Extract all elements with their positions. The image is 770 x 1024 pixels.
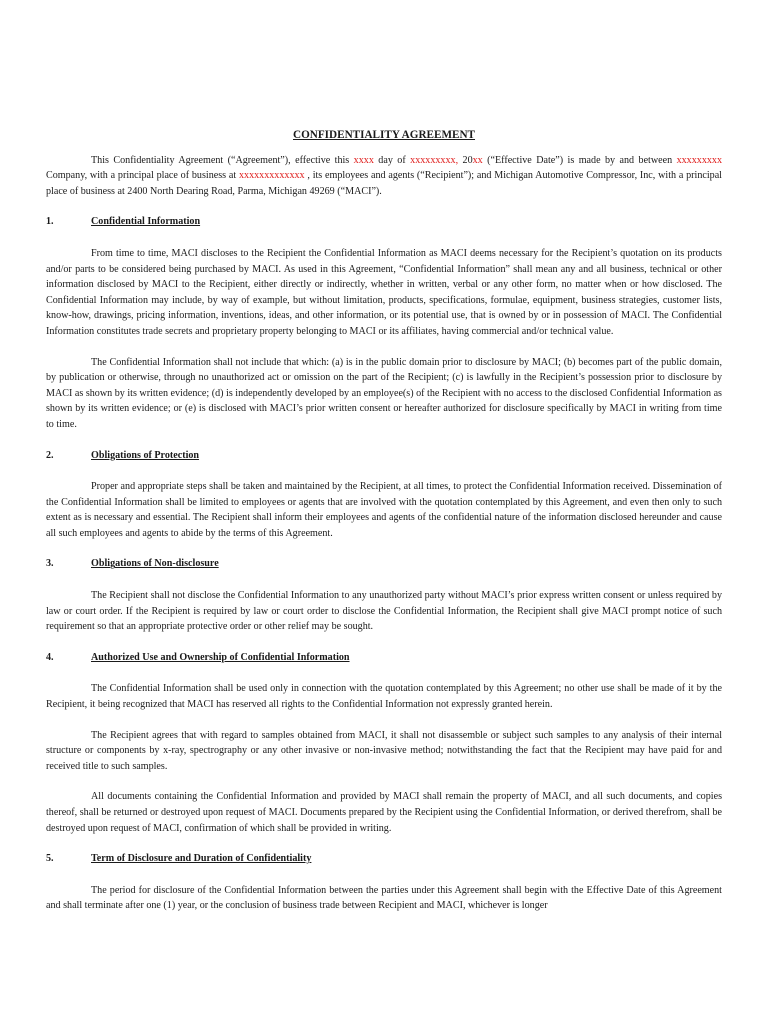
section-paragraph: From time to time, MACI discloses to the Recipient the Confidential Information as MACI deems necessary for the Recipient’s quotation on its products and/or parts to be considered being purchased by MACI. As used in this Agreement, “Confidential Information” shall mean any and all business, technical or other information disclosed by MACI to the Recipient, either directly or indirectly, whether in written, verbal or any other form, no matter when or how disclosed. The Confidential Information may include, by way of example, but without limitation, products, specifications, formulae, equipment, business strategies, customer lists, know-how, drawings, pricing information, inventions, ideas, and other information, or its potential use, that is owned by or in possession of MACI. The Confidential Information constitutes trade secrets and proprietary property belonging to MACI or its affiliates, having commercial and/or technical value. <box>46 247 722 337</box>
month-placeholder: xxxxxxxxx, <box>410 154 459 166</box>
document-page <box>46 128 722 914</box>
section-title: Obligations of Protection <box>91 449 200 461</box>
section-heading-2 <box>46 448 722 464</box>
document-title: CONFIDENTIALITY AGREEMENT <box>292 129 476 141</box>
section-paragraph: The Recipient shall not disclose the Confidential Information to any unauthorized party without MACI’s prior express written consent or unless required by law or court order. If the Recipient is required by law or court order to disclose the Confidential Information, the Recipient shall give MACI prompt notice of such requirement so that an appropriate protective order or other relief may be sought. <box>46 590 722 633</box>
intro-text: day of <box>373 154 411 166</box>
section-number: 5. <box>46 853 54 865</box>
year-placeholder: xx <box>472 154 483 166</box>
intro-text: This Confidentiality Agreement (“Agreement”), effective this <box>91 154 354 166</box>
address-placeholder: xxxxxxxxxxxxx <box>238 170 305 182</box>
section-heading-5 <box>46 851 722 867</box>
section-paragraph: All documents containing the Confidential Information and provided by MACI shall remain the property of MACI, and all such documents, and copies thereof, shall be returned or destroyed upon request of MACI. Documents prepared by the Recipient using the Confidential Information, or derived therefrom, shall be destroyed upon request of MACI, confirmation of which shall be provided in writing. <box>46 791 722 834</box>
section-title: Authorized Use and Ownership of Confidential Information <box>91 651 350 663</box>
section-heading-1 <box>46 214 722 230</box>
intro-text: 20 <box>458 154 473 166</box>
section-paragraph: The Confidential Information shall not include that which: (a) is in the public domain prior to disclosure by MACI; (b) becomes part of the public domain, by publication or otherwise, through no unauthorized act or omission on the part of the Recipient; (c) is lawfully in the Recipient’s possession prior to disclosure by MACI as shown by its written evidence; (d) is independently developed by an employee(s) of the Recipient with no access to the disclosed Confidential Information as shown by its written evidence; or (e) is disclosed with MACI’s prior written consent or hereafter authorized for disclosure specifically by MACI in writing from time to time. <box>46 356 722 430</box>
section-heading-3 <box>46 556 722 572</box>
section-paragraph: The Recipient agrees that with regard to samples obtained from MACI, it shall not disassemble or subject such samples to any analysis of their internal structure or components by x-ray, spectrography or any other invasive or non-invasive method; notwithstanding the fact that the Recipient may have paid for and received title to such samples. <box>46 729 722 772</box>
company-placeholder: xxxxxxxxx <box>676 154 722 166</box>
section-number: 4. <box>46 651 54 663</box>
section-paragraph: The Confidential Information shall be used only in connection with the quotation contemplated by this Agreement; no other use shall be made of it by the Recipient, it being recognized that MACI has reserved all rights to the Confidential Information not expressly granted herein. <box>46 683 722 711</box>
section-number: 3. <box>46 558 54 570</box>
intro-text: , its employees and agents (“Recipient”); and Michigan Automotive Compressor, Inc, with a principal place of business at 2400 North Dearing Road, Parma, Michigan 49269 (“MACI”). <box>46 170 722 197</box>
section-paragraph: The period for disclosure of the Confidential Information between the parties under this Agreement shall begin with the Effective Date of this Agreement and shall terminate after one (1) year, or the conclusion of business trade between Recipient and MACI, whichever is longer <box>46 884 722 912</box>
section-heading-4 <box>46 650 722 666</box>
section-number: 1. <box>46 216 54 228</box>
intro-paragraph <box>46 153 722 200</box>
day-placeholder: xxxx <box>353 154 374 166</box>
intro-text: Company, with a principal place of business at <box>46 170 239 182</box>
intro-text: (“Effective Date”) is made by and between <box>482 154 677 166</box>
section-paragraph: Proper and appropriate steps shall be taken and maintained by the Recipient, at all times, to protect the Confidential Information received. Dissemination of the Confidential Information shall be limited to employees or agents that are involved with the quotation contemplated by this Agreement, and even then only to such extent as is necessary and essential. The Recipient shall inform their employees and agents of the confidential nature of the information disclosed hereunder and cause all such employees and agents to abide by the terms of this Agreement. <box>46 481 722 539</box>
section-title: Obligations of Non-disclosure <box>91 558 219 570</box>
section-number: 2. <box>46 449 54 461</box>
section-title: Confidential Information <box>91 216 201 228</box>
section-title: Term of Disclosure and Duration of Confidentiality <box>91 853 312 865</box>
